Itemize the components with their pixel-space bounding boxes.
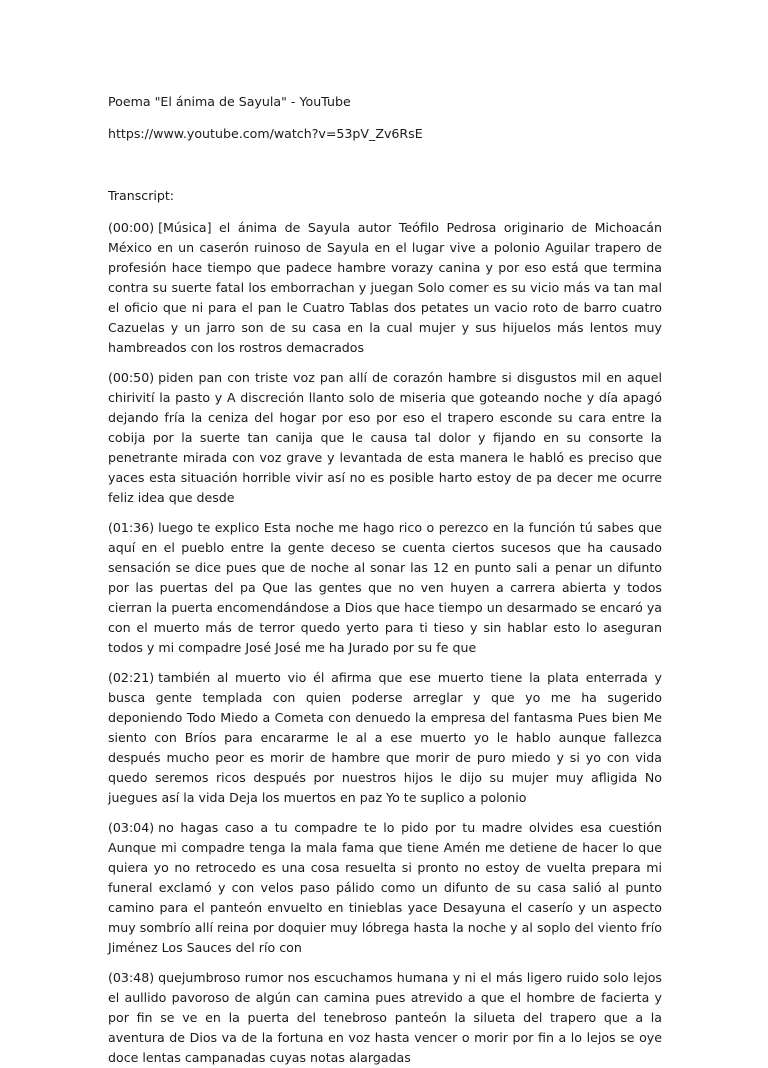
transcript-segment <box>108 968 662 1068</box>
segment-text: [Música] el ánima de Sayula autor Teófilo Pedrosa originario de Michoacán México en un caserón ruinoso de Sayula en el lugar vive a polonio Aguilar trapero de profesión hace tiempo que padece hambre vorazy canina y por eso está que termina contra su suerte fatal los emborrachan y juegan Solo comer es su vicio más va tan mal el oficio que ni para el pan le Cuatro Tablas dos petates un vacio roto de barro cuatro Cazuelas y un jarro son de su casa en la cual mujer y sus hijuelos más lentos muy hambreados con los rostros demacrados <box>108 220 662 355</box>
segment-text: no hagas caso a tu compadre te lo pido por tu madre olvides esa cuestión Aunque mi compadre tenga la mala fama que tiene Amén me detiene de hacer lo que quiera yo no retrocedo es una cosa resuelta si pronto no estoy de vuelta prepara mi funeral exclamó y con velos paso pálido como un difunto de su casa salió al punto camino para el panteón envuelto en tinieblas yace Desayuna el caserío y un aspecto muy sombrío allí reina por doquier muy lóbrega hasta la noche y al soplo del viento frío Jiménez Los Sauces del río con <box>108 820 662 955</box>
segment-timestamp: (00:00) <box>108 220 155 235</box>
segment-timestamp: (03:48) <box>108 970 155 985</box>
segment-timestamp: (03:04) <box>108 820 155 835</box>
segment-timestamp: (00:50) <box>108 370 155 385</box>
segment-timestamp: (02:21) <box>108 670 155 685</box>
video-url: https://www.youtube.com/watch?v=53pV_Zv6RsE <box>108 126 423 141</box>
transcript-segment <box>108 218 662 358</box>
segment-timestamp: (01:36) <box>108 520 155 535</box>
segment-text: piden pan con triste voz pan allí de corazón hambre si disgustos mil en aquel chirivití la pasto y A discreción llanto solo de miseria que goteando noche y día apagó dejando fría la ceniza del hogar por eso por eso el trapero esconde su cara entre la cobija por la suerte tan canija que le causa tal dolor y fijando en su consorte la penetrante mirada con voz grave y levantada de esta manera le habló es preciso que yaces esta situación horrible vivir así no es posible harto estoy de pa decer me ocurre feliz idea que desde <box>108 370 662 505</box>
transcript-segment <box>108 668 662 808</box>
transcript-segment <box>108 368 662 508</box>
transcript-segment <box>108 818 662 958</box>
segment-text: luego te explico Esta noche me hago rico o perezco en la función tú sabes que aquí en el pueblo entre la gente deceso se cuenta ciertos sucesos que ha causado sensación se dice pues que de noche al sonar las 12 en punto sali a penar un difunto por las puertas del pa Que las gentes que no ven huyen a carrera abierta y todos cierran la puerta encomendándose a Dios que hace tiempo un desarmado se encaró ya con el muerto más de terror quedo yerto para ti tieso y sin hablar esto lo aseguran todos y mi compadre José José me ha Jurado por su fe que <box>108 520 662 655</box>
segment-text: quejumbroso rumor nos escuchamos humana y ni el más ligero ruido solo lejos el aullido pavoroso de algún can camina pues atrevido a que el hombre de facierta y por fin se ve en la puerta del tenebroso panteón la silueta del trapero que a la aventura de Dios va de la fortuna en voz hasta vencer o morir por fin a lo lejos se oye doce lentas campanadas cuyas notas alargadas <box>108 970 662 1065</box>
transcript-label: Transcript: <box>108 188 175 203</box>
page-title: Poema "El ánima de Sayula" - YouTube <box>108 94 351 109</box>
segment-text: también al muerto vio él afirma que ese muerto tiene la plata enterrada y busca gente templada con quien poderse arreglar y que yo me ha sugerido deponiendo Todo Miedo a Cometa con denuedo la empresa del fantasma Pues bien Me siento con Bríos para encararme le al a ese muerto yo le hablo aunque fallezca después mucho peor es morir de hambre que morir de puro miedo y si yo con vida quedo seremos ricos después por nuestros hijos le dijo su mujer muy afligida No juegues así la vida Deja los muertos en paz Yo te suplico a polonio <box>108 670 662 805</box>
transcript-body <box>108 218 662 1068</box>
transcript-segment <box>108 518 662 658</box>
